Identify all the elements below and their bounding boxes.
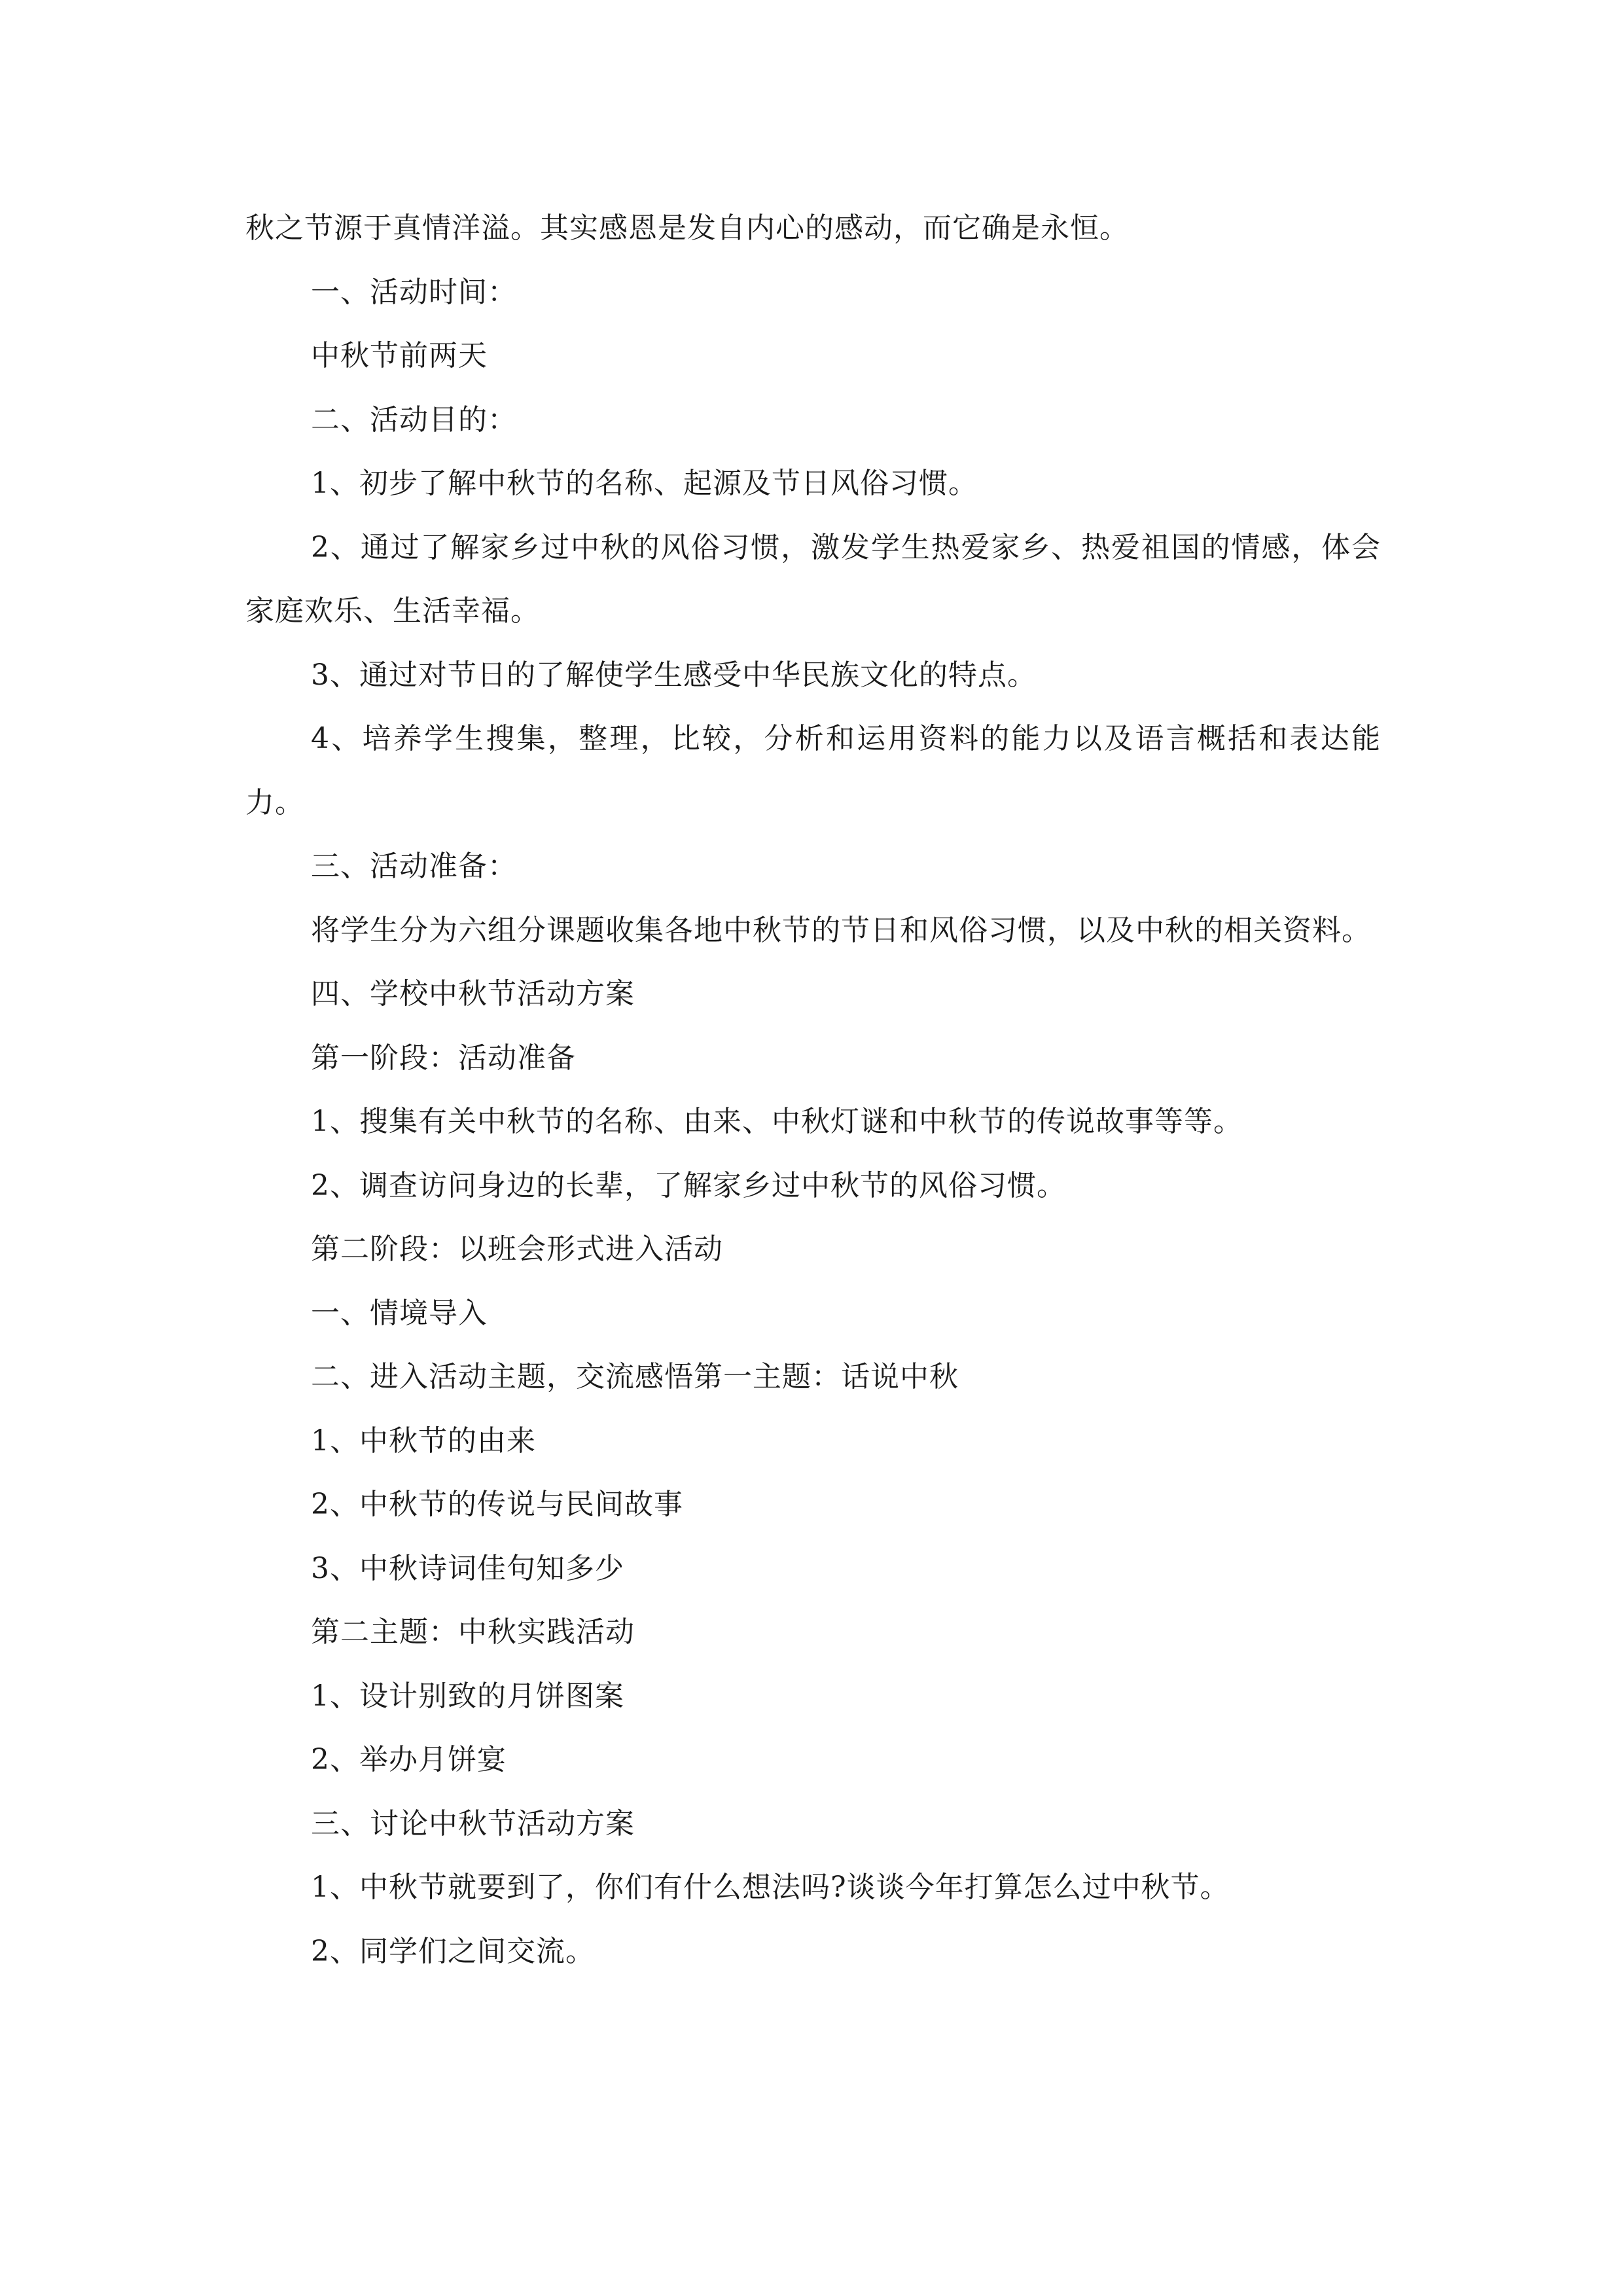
list-item-theme-2-2: 2、举办月饼宴 [311,1743,507,1776]
heading-school-plan: 四、学校中秋节活动方案 [311,977,635,1011]
list-item-stage-1-1: 1、搜集有关中秋节的名称、由来、中秋灯谜和中秋节的传说故事等等。 [311,1105,1243,1138]
heading-theme-1: 二、进入活动主题，交流感悟第一主题：话说中秋 [311,1360,959,1393]
list-item-discussion-1: 1、中秋节就要到了，你们有什么想法吗?谈谈今年打算怎么过中秋节。 [311,1871,1230,1904]
list-item-theme-1-2: 2、中秋节的传说与民间故事 [311,1488,683,1521]
list-item-purpose-2: 2、通过了解家乡过中秋的风俗习惯，激发学生热爱家乡、热爱祖国的情感，体会家庭欢乐、生活幸福。 [245,530,1381,628]
list-item-theme-2-1: 1、设计别致的月饼图案 [311,1679,624,1713]
heading-discussion: 三、讨论中秋节活动方案 [311,1806,635,1840]
paragraph-intro-continued: 秋之节源于真情洋溢。其实感恩是发自内心的感动，而它确是永恒。 [245,211,1129,245]
list-item-purpose-3: 3、通过对节日的了解使学生感受中华民族文化的特点。 [311,658,1037,692]
heading-activity-purpose: 二、活动目的： [311,403,517,437]
heading-situation-intro: 一、情境导入 [311,1296,488,1330]
heading-theme-2: 第二主题：中秋实践活动 [311,1615,635,1649]
heading-stage-1: 第一阶段：活动准备 [311,1041,576,1075]
document-body [245,196,1381,1983]
list-item-purpose-4: 4、培养学生搜集，整理，比较，分析和运用资料的能力以及语言概括和表达能力。 [245,722,1381,819]
list-item-theme-1-1: 1、中秋节的由来 [311,1424,536,1458]
paragraph-activity-time: 中秋节前两天 [311,339,488,372]
list-item-purpose-1: 1、初步了解中秋节的名称、起源及节日风俗习惯。 [311,467,978,500]
list-item-stage-1-2: 2、调查访问身边的长辈，了解家乡过中秋节的风俗习惯。 [311,1168,1066,1202]
list-item-discussion-2: 2、同学们之间交流。 [311,1934,595,1968]
heading-activity-time: 一、活动时间： [311,275,517,309]
paragraph-activity-preparation: 将学生分为六组分课题收集各地中秋节的节日和风俗习惯，以及中秋的相关资料。 [311,913,1371,947]
heading-activity-preparation: 三、活动准备： [311,850,517,883]
heading-stage-2: 第二阶段：以班会形式进入活动 [311,1232,723,1266]
list-item-theme-1-3: 3、中秋诗词佳句知多少 [311,1551,624,1585]
